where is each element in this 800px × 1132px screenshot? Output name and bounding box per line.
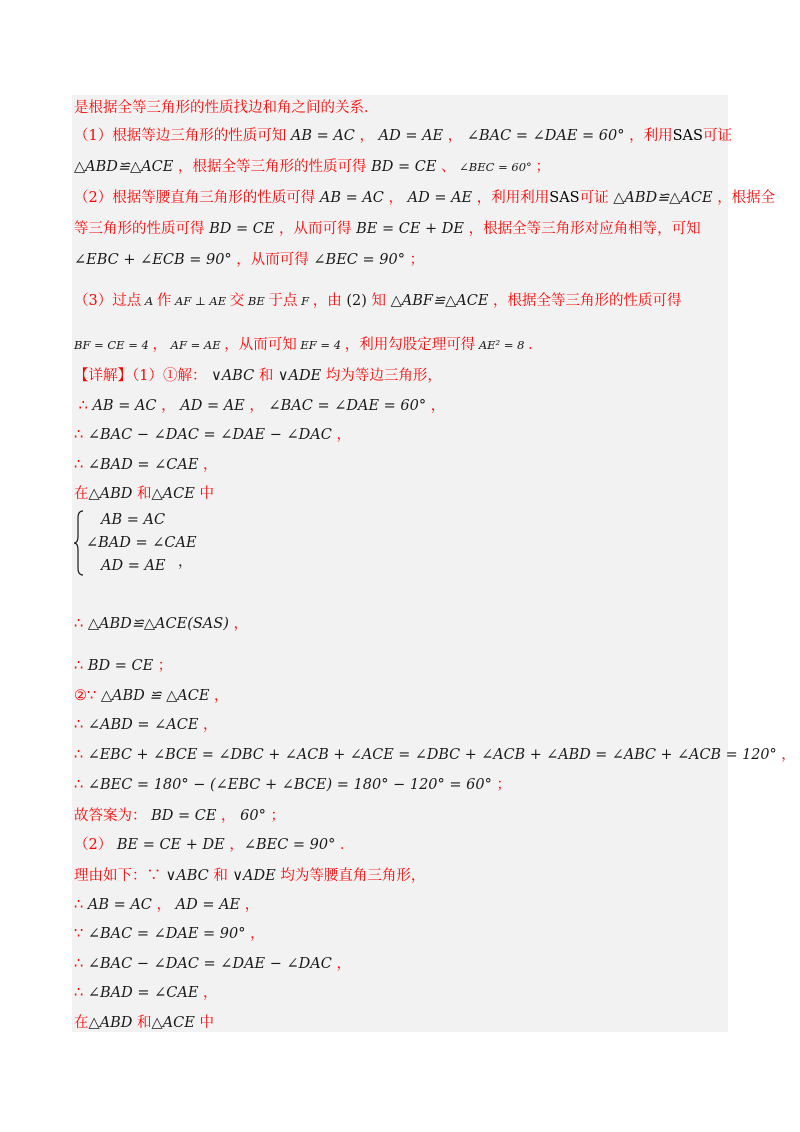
text-line — [74, 835, 355, 855]
system-row-1: AB = AC — [101, 512, 166, 528]
math-expression: △ABD≌△ACE — [74, 159, 178, 175]
text-run: ∴ — [74, 747, 84, 763]
text-run: ； — [409, 252, 425, 268]
math-expression: AE² = 8 — [475, 338, 529, 352]
text-line — [74, 126, 732, 146]
math-expression: ∠EBC + ∠ECB = 90° — [74, 252, 237, 268]
text-line — [74, 98, 379, 118]
math-expression: ∠ABD = ∠ACE — [83, 717, 204, 733]
text-run: ，利用勾股定理可得 — [344, 337, 476, 353]
math-expression: ∠BAC = ∠DAE = 90° — [83, 926, 251, 942]
text-run: 和 — [258, 368, 274, 384]
text-run: 【详解】（1）①解： — [74, 368, 207, 384]
math-expression: AD = AE — [403, 190, 477, 206]
text-run: ， — [250, 926, 265, 942]
math-expression: AD = AE — [175, 398, 250, 414]
text-run: ， — [249, 398, 264, 414]
text-line — [74, 656, 172, 676]
text-line — [74, 291, 682, 311]
text-line — [74, 1013, 214, 1033]
text-run: ， — [221, 808, 236, 824]
system-row-3: AD = AE — [101, 558, 166, 574]
text-run: ∴ — [74, 616, 84, 632]
system-trailing-punct: ， — [178, 554, 193, 570]
math-expression: BE = CE + DE — [112, 837, 230, 853]
text-run: ∴ — [74, 777, 84, 793]
text-run: 和 — [137, 486, 152, 502]
math-expression: BE — [244, 294, 269, 308]
text-run: 均为等腰直角三角形， — [280, 868, 426, 884]
text-line — [74, 806, 285, 826]
text-run: ， — [156, 897, 172, 913]
text-run: ∴ — [74, 398, 88, 414]
math-expression: BD = CE — [204, 221, 280, 237]
text-run: ，从而可得 — [236, 252, 309, 268]
text-line — [74, 484, 214, 504]
text-run: ； — [496, 777, 511, 793]
math-expression: AD = AE — [171, 897, 245, 913]
text-run: 知 — [371, 293, 387, 309]
text-run: 均为等边三角形， — [325, 368, 442, 384]
math-expression: ∨ABC — [206, 368, 259, 384]
text-run: ， — [203, 717, 218, 733]
math-expression: ∠BAC − ∠DAC = ∠DAE − ∠DAC — [83, 427, 337, 443]
text-line — [74, 715, 218, 735]
system-row-2: ∠BAD = ∠CAE — [86, 535, 197, 551]
math-expression: AF = AE — [167, 338, 225, 352]
text-run: 和 — [137, 1015, 152, 1031]
text-run: ， — [203, 457, 218, 473]
text-run: 可证 — [579, 190, 609, 206]
text-run: ， — [781, 747, 796, 763]
text-line — [74, 425, 351, 445]
math-expression: △ABD≌△ACE(SAS) — [83, 616, 234, 632]
text-run: 是根据全等三角形的性质找边和角之间的关系． — [74, 100, 379, 116]
math-expression: ∨ADE — [273, 368, 326, 384]
text-run: ； — [157, 658, 173, 674]
text-run: （1）根据等边三角形的性质可知 — [74, 128, 287, 144]
text-run: ； — [270, 808, 285, 824]
text-run: ， — [152, 337, 167, 353]
text-run: ， — [388, 190, 404, 206]
math-expression: ∠BAD = ∠CAE — [83, 985, 204, 1001]
text-line — [74, 335, 543, 355]
text-line — [74, 775, 511, 795]
math-expression: △ABD — [88, 486, 138, 502]
text-run: ， — [203, 985, 218, 1001]
text-line — [74, 157, 550, 177]
text-line — [74, 895, 259, 915]
text-run: 故答案为： — [74, 808, 147, 824]
text-run: 可证 — [702, 128, 732, 144]
math-expression: EF = 4 — [296, 338, 345, 352]
text-run: （2） — [74, 837, 113, 853]
math-expression: ∠BAC = ∠DAE = 60° — [263, 398, 431, 414]
text-line — [74, 250, 424, 270]
text-line — [74, 924, 265, 944]
text-run: SAS — [672, 128, 703, 144]
math-expression: 60° — [235, 808, 271, 824]
math-expression: ∠BAC = ∠DAE = 60° — [462, 128, 630, 144]
text-run: ∴ — [74, 956, 84, 972]
math-expression: ∠BEC = 90° — [308, 252, 410, 268]
text-line — [74, 866, 425, 886]
math-expression: A — [141, 294, 157, 308]
text-run: ，根据全 — [717, 190, 776, 206]
text-run: ， — [214, 688, 229, 704]
math-expression: △ABD ≌ △ACE — [96, 688, 215, 704]
text-run: 中 — [199, 1015, 214, 1031]
math-expression: AB = AC — [83, 897, 157, 913]
text-line — [74, 745, 796, 765]
text-run: 中 — [199, 486, 214, 502]
text-run: ②∵ — [74, 688, 97, 704]
text-run: ∴ — [74, 717, 84, 733]
text-run: ，从而可得 — [279, 221, 352, 237]
text-run: （2）根据等腰直角三角形的性质可得 — [74, 190, 316, 206]
text-run: 于点 — [268, 293, 298, 309]
math-expression: (2) — [341, 293, 372, 309]
math-expression: △ABF≌△ACE — [386, 293, 494, 309]
text-run: ，由 — [312, 293, 342, 309]
text-run: ，根据全等三角形的性质可得 — [177, 159, 367, 175]
math-expression: △ABD≌△ACE — [608, 190, 718, 206]
text-run: ． — [340, 837, 355, 853]
math-expression: F — [297, 294, 313, 308]
math-expression: △ACE — [151, 486, 200, 502]
text-run: ，利用 — [629, 128, 673, 144]
text-run: 交 — [229, 293, 245, 309]
text-run: ，根据全等三角形对应角相等，可知 — [468, 221, 701, 237]
text-run: ，利用利用 — [476, 190, 550, 206]
left-brace-icon — [74, 510, 84, 576]
math-expression: AD = AE — [374, 128, 448, 144]
text-run: ， — [447, 128, 463, 144]
math-expression: △ABD — [88, 1015, 138, 1031]
math-expression: ∠EBC + ∠BCE = ∠DBC + ∠ACB + ∠ACE = ∠DBC + ∠ACB + ∠ABD = ∠ABC + ∠ACB = 120° — [83, 747, 782, 763]
text-run: ∴ — [74, 457, 84, 473]
math-expression: ∠BAC − ∠DAC = ∠DAE − ∠DAC — [83, 956, 337, 972]
math-expression: ∨ABC — [161, 868, 214, 884]
text-run: ∴ — [74, 658, 84, 674]
text-line — [74, 366, 442, 386]
math-expression: ∠BEC = 180° − (∠EBC + ∠BCE) = 180° − 120° = 60° — [83, 777, 497, 793]
text-line — [74, 455, 218, 475]
text-line — [74, 188, 775, 208]
text-run: ∴ — [74, 897, 84, 913]
text-run: 、 — [441, 159, 456, 175]
text-line — [74, 686, 229, 706]
text-run: ， — [336, 956, 351, 972]
text-line — [74, 614, 248, 634]
text-run: 作 — [156, 293, 172, 309]
text-run: ， — [233, 616, 248, 632]
text-line — [74, 219, 701, 239]
math-expression: AB = AC — [87, 398, 162, 414]
text-run: ， — [244, 897, 260, 913]
math-expression: ∠BEC = 60° — [455, 160, 536, 174]
text-run: ∴ — [74, 985, 84, 1001]
math-expression: BD = CE — [366, 159, 442, 175]
math-expression: BF = CE = 4 — [74, 338, 153, 352]
text-run: 理由如下：∵ — [74, 868, 161, 884]
math-expression: ∠BEC = 90° — [243, 837, 340, 853]
text-line — [74, 983, 218, 1003]
equation-system — [74, 510, 204, 576]
math-expression: BD = CE — [83, 658, 158, 674]
text-run: （3）过点 — [74, 293, 142, 309]
text-run: ， — [336, 427, 351, 443]
text-run: ， — [359, 128, 375, 144]
text-run: ， — [161, 398, 176, 414]
text-run: ，从而可知 — [224, 337, 297, 353]
math-expression: ∠BAD = ∠CAE — [83, 457, 204, 473]
text-run: 在 — [74, 1015, 89, 1031]
text-run: ∵ — [74, 926, 84, 942]
text-run: ； — [535, 159, 550, 175]
text-line — [74, 954, 351, 974]
text-run: 在 — [74, 486, 89, 502]
text-run: ， — [430, 398, 446, 414]
text-run: 等三角形的性质可得 — [74, 221, 205, 237]
math-expression: AF ⊥ AE — [171, 294, 230, 308]
text-run: ． — [528, 337, 543, 353]
text-run: ∴ — [74, 427, 84, 443]
math-expression: △ACE — [151, 1015, 200, 1031]
math-expression: ∨ADE — [227, 868, 281, 884]
text-run: ， — [229, 837, 244, 853]
math-expression: AB = AC — [286, 128, 360, 144]
text-line — [74, 396, 445, 416]
math-expression: AB = AC — [315, 190, 389, 206]
math-expression: BD = CE — [146, 808, 222, 824]
text-run: SAS — [549, 190, 580, 206]
text-run: ，根据全等三角形的性质可得 — [493, 293, 682, 309]
text-run: 和 — [213, 868, 228, 884]
math-expression: BE = CE + DE — [351, 221, 469, 237]
